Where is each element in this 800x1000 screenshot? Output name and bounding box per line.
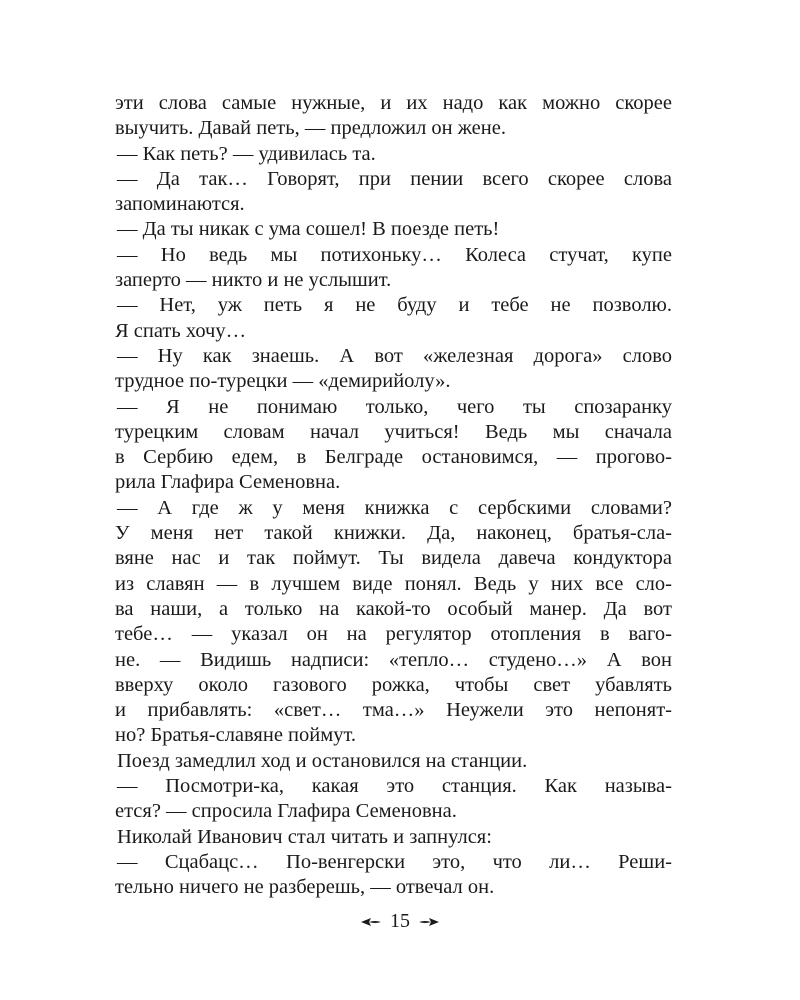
text-line: запоминаются.	[115, 193, 245, 216]
text-line: Поезд замедлил ход и остановился на станции.	[117, 749, 528, 772]
text-line: — Сцабацс… По-венгерски это, что ли… Реши-	[117, 850, 672, 873]
text-line: но? Братья-славяне поймут.	[115, 724, 357, 747]
page-text	[115, 91, 672, 901]
text-line: — Как петь? — удивилась та.	[117, 142, 376, 165]
text-line: — Да так… Говорят, при пении всего скорее слова	[117, 167, 672, 190]
text-line: рила Глафира Семеновна.	[115, 471, 341, 494]
text-line: и прибавлять: «свет… тма…» Неужели это непонят-	[115, 699, 672, 722]
text-line: в Сербию едем, в Белграде остановимся, — прогово-	[115, 446, 672, 469]
text-line: вяне нас и так поймут. Ты видела давеча кондуктора	[115, 547, 672, 570]
text-line: трудное по-турецки — «демирийолу».	[115, 370, 451, 393]
text-line: ва наши, а только на какой-то особый манер. Да вот	[115, 597, 672, 620]
text-line: — Нет, уж петь я не буду и тебе не позволю.	[117, 294, 672, 317]
text-line: — Но ведь мы потихоньку… Колеса стучат, купе	[117, 243, 672, 266]
text-line: — Ну как знаешь. А вот «железная дорога» слово	[117, 344, 672, 367]
text-line: тебе… — указал он на регулятор отопления в ваго-	[115, 623, 672, 646]
text-line: Я спать хочу…	[115, 319, 247, 342]
text-line: заперто — никто и не услышит.	[115, 269, 392, 292]
text-line: — Я не понимаю только, чего ты спозаранку	[117, 395, 672, 418]
text-line: вверху около газового рожка, чтобы свет убавлять	[115, 673, 672, 696]
text-line: турецким словам начал учиться! Ведь мы сначала	[115, 420, 672, 443]
left-ornament-icon	[360, 917, 382, 927]
text-line: — Да ты никак с ума сошел! В поезде петь!	[117, 218, 500, 241]
text-line: — Посмотри-ка, какая это станция. Как называ-	[117, 775, 672, 798]
text-line: не. — Видишь надписи: «тепло… студено…» А вон	[115, 648, 672, 671]
text-line: У меня нет такой книжки. Да, наконец, братья-сла-	[115, 522, 672, 545]
text-line: из славян — в лучшем виде понял. Ведь у них все сло-	[115, 572, 672, 595]
right-ornament-icon	[418, 917, 440, 927]
text-line: эти слова самые нужные, и их надо как можно скорее	[115, 92, 672, 114]
text-line: выучить. Давай петь, — предложил он жене.	[115, 117, 506, 140]
page-number: 15	[390, 910, 410, 932]
text-line: тельно ничего не разберешь, — отвечал он.	[115, 876, 495, 899]
text-line: — А где ж у меня книжка с сербскими словами?	[117, 496, 672, 519]
text-line: Николай Иванович стал читать и запнулся:	[117, 825, 492, 848]
text-line: ется? — спросила Глафира Семеновна.	[115, 800, 457, 823]
page-footer	[0, 910, 800, 933]
